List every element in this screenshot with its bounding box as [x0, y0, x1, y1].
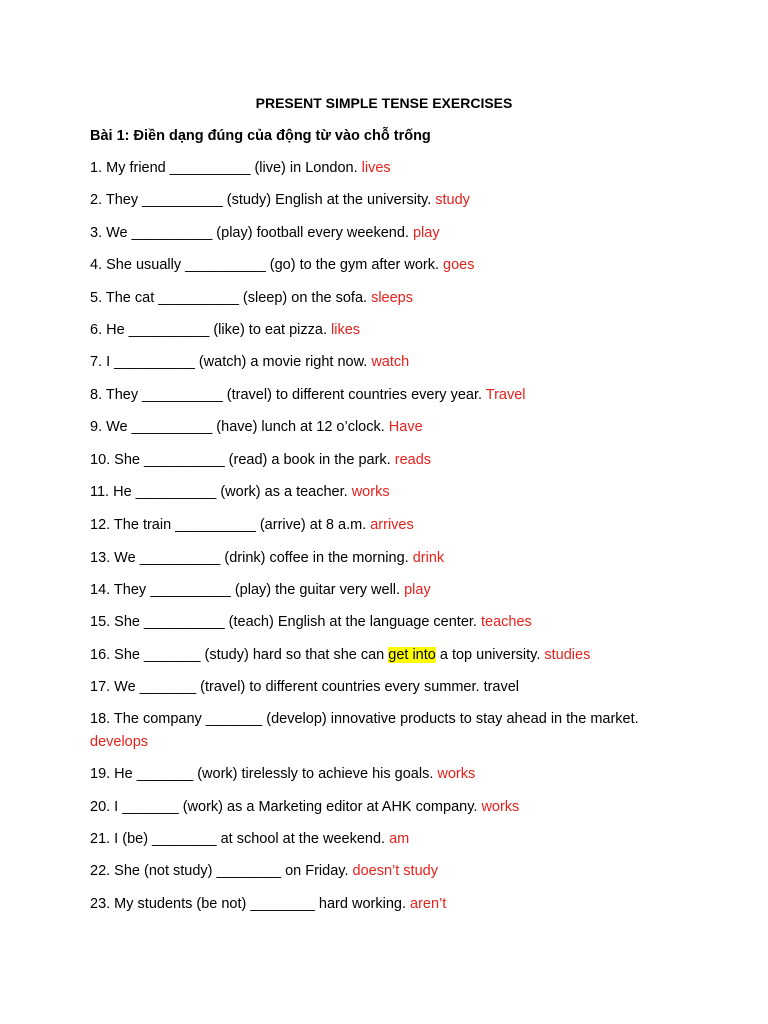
exercise-item — [90, 763, 690, 786]
exercise-answer: Travel — [485, 387, 526, 403]
exercise-item — [90, 860, 690, 883]
exercise-answer: works — [437, 766, 476, 782]
section-heading: Bài 1: Điền dạng đúng của động từ vào chỗ trống — [90, 128, 431, 144]
exercise-item — [90, 254, 690, 277]
exercise-text: 11. He __________ (work) as a teacher. — [90, 484, 352, 500]
exercise-text-after: a top university. — [435, 647, 545, 663]
exercise-answer: likes — [331, 322, 361, 338]
exercise-text: 2. They __________ (study) English at the university. — [90, 192, 436, 208]
highlighted-phrase: get into — [388, 647, 436, 663]
exercise-text: 12. The train __________ (arrive) at 8 a.m. — [90, 517, 371, 533]
exercise-text: 6. He __________ (like) to eat pizza. — [90, 322, 332, 338]
exercise-text: 16. She _______ (study) hard so that she can — [90, 647, 389, 663]
exercise-item — [90, 644, 690, 667]
exercise-answer: am — [389, 831, 410, 847]
exercise-text: 18. The company _______ (develop) innovative products to stay ahead in the market. — [90, 711, 639, 727]
exercise-item — [90, 676, 690, 699]
exercise-item — [90, 708, 690, 754]
exercise-answer: study — [435, 192, 470, 208]
exercise-answer: watch — [371, 354, 410, 370]
exercise-item — [90, 611, 690, 634]
exercise-item — [90, 579, 690, 602]
exercise-item — [90, 157, 690, 180]
exercise-answer: works — [351, 484, 390, 500]
exercise-text: 14. They __________ (play) the guitar very well. — [90, 582, 405, 598]
exercise-text: 5. The cat __________ (sleep) on the sofa. — [90, 290, 372, 306]
exercise-answer: Have — [388, 419, 423, 435]
document-title: PRESENT SIMPLE TENSE EXERCISES — [255, 95, 513, 111]
exercise-answer: drink — [412, 550, 445, 566]
exercise-answer: play — [412, 225, 440, 241]
exercise-answer: play — [404, 582, 431, 598]
exercise-item — [90, 416, 690, 439]
exercise-text: 19. He _______ (work) tirelessly to achieve his goals. — [90, 766, 438, 782]
exercise-item — [90, 189, 690, 212]
exercise-text: 20. I _______ (work) as a Marketing editor at AHK company. — [90, 799, 482, 815]
exercise-answer: studies — [544, 647, 591, 663]
exercise-item — [90, 351, 690, 374]
exercise-answer: reads — [394, 452, 432, 468]
exercise-answer: sleeps — [371, 290, 413, 306]
exercise-answer: aren’t — [410, 896, 447, 912]
exercise-item — [90, 449, 690, 472]
exercise-text: 21. I (be) ________ at school at the weekend. — [90, 831, 390, 847]
exercise-answer: goes — [443, 257, 475, 273]
exercise-text: 15. She __________ (teach) English at the language center. — [90, 614, 481, 630]
exercise-answer: teaches — [481, 614, 532, 630]
exercise-item — [90, 319, 690, 342]
exercise-item — [90, 384, 690, 407]
exercise-answer: works — [481, 799, 520, 815]
exercise-text: 22. She (not study) ________ on Friday. — [90, 863, 353, 879]
exercise-item — [90, 796, 690, 819]
exercise-text: 23. My students (be not) ________ hard working. — [90, 896, 410, 912]
exercise-item — [90, 222, 690, 245]
exercise-item — [90, 481, 690, 504]
exercise-item — [90, 514, 690, 537]
exercise-item — [90, 547, 690, 570]
exercise-text: 9. We __________ (have) lunch at 12 o’clock. — [90, 419, 389, 435]
exercise-item — [90, 287, 690, 310]
exercise-item — [90, 828, 690, 851]
exercise-text: 3. We __________ (play) football every weekend. — [90, 225, 413, 241]
exercise-answer: develops — [90, 734, 149, 750]
exercise-answer: lives — [361, 160, 391, 176]
exercise-text: 10. She __________ (read) a book in the park. — [90, 452, 395, 468]
exercise-item — [90, 893, 690, 916]
exercise-text: 4. She usually __________ (go) to the gym after work. — [90, 257, 444, 273]
exercise-answer: doesn’t study — [352, 863, 438, 879]
exercise-text: 8. They __________ (travel) to different countries every year. — [90, 387, 486, 403]
exercise-text: 17. We _______ (travel) to different countries every summer. travel — [90, 679, 520, 695]
exercise-text: 7. I __________ (watch) a movie right now. — [90, 354, 372, 370]
exercise-text: 1. My friend __________ (live) in London. — [90, 160, 362, 176]
exercise-answer: arrives — [370, 517, 414, 533]
exercise-text: 13. We __________ (drink) coffee in the morning. — [90, 550, 413, 566]
